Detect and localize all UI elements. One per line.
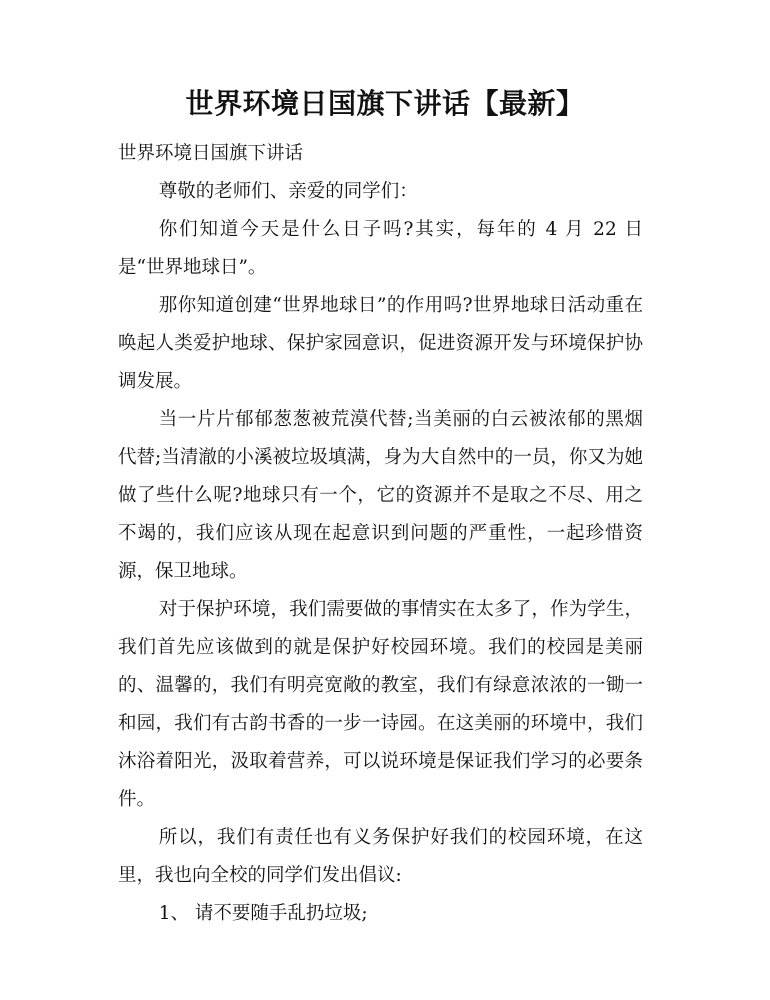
list-item: 1、 请不要随手乱扔垃圾; <box>158 903 368 924</box>
paragraph-responsibility: 所以，我们有责任也有义务保护好我们的校园环境，在这里，我也向全校的同学们发出倡议: <box>118 827 643 886</box>
paragraph-purpose: 那你知道创建“世界地球日”的作用吗?世界地球日活动重在唤起人类爱护地球、保护家园意识，促进资源开发与环境保护协调发展。 <box>118 295 643 392</box>
paragraph-earth-day: 你们知道今天是什么日子吗?其实，每年的 4 月 22 日是“世界地球日”。 <box>118 219 643 278</box>
document-title: 世界环境日国旗下讲话【最新】 <box>185 87 585 120</box>
speech-heading: 世界环境日国旗下讲话 <box>118 143 304 164</box>
greeting: 尊敬的老师们、亲爱的同学们： <box>158 181 418 202</box>
document-body <box>118 135 643 933</box>
paragraph-environment-loss: 当一片片郁郁葱葱被荒漠代替;当美丽的白云被浓郁的黑烟代替;当清澈的小溪被垃圾填满，身为大自然中的一员，你又为她做了些什么呢?地球只有一个，它的资源并不是取之不尽、用之不竭的，我们应该从现在起意识到问题的严重性，一起珍惜资源，保卫地球。 <box>118 409 643 582</box>
paragraph-campus-environment: 对于保护环境，我们需要做的事情实在太多了，作为学生，我们首先应该做到的就是保护好校园环境。我们的校园是美丽的、温馨的，我们有明亮宽敞的教室，我们有绿意浓浓的一锄一和园，我们有古韵书香的一步一诗园。在这美丽的环境中，我们沐浴着阳光，汲取着营养，可以说环境是保证我们学习的必要条件。 <box>118 599 643 810</box>
